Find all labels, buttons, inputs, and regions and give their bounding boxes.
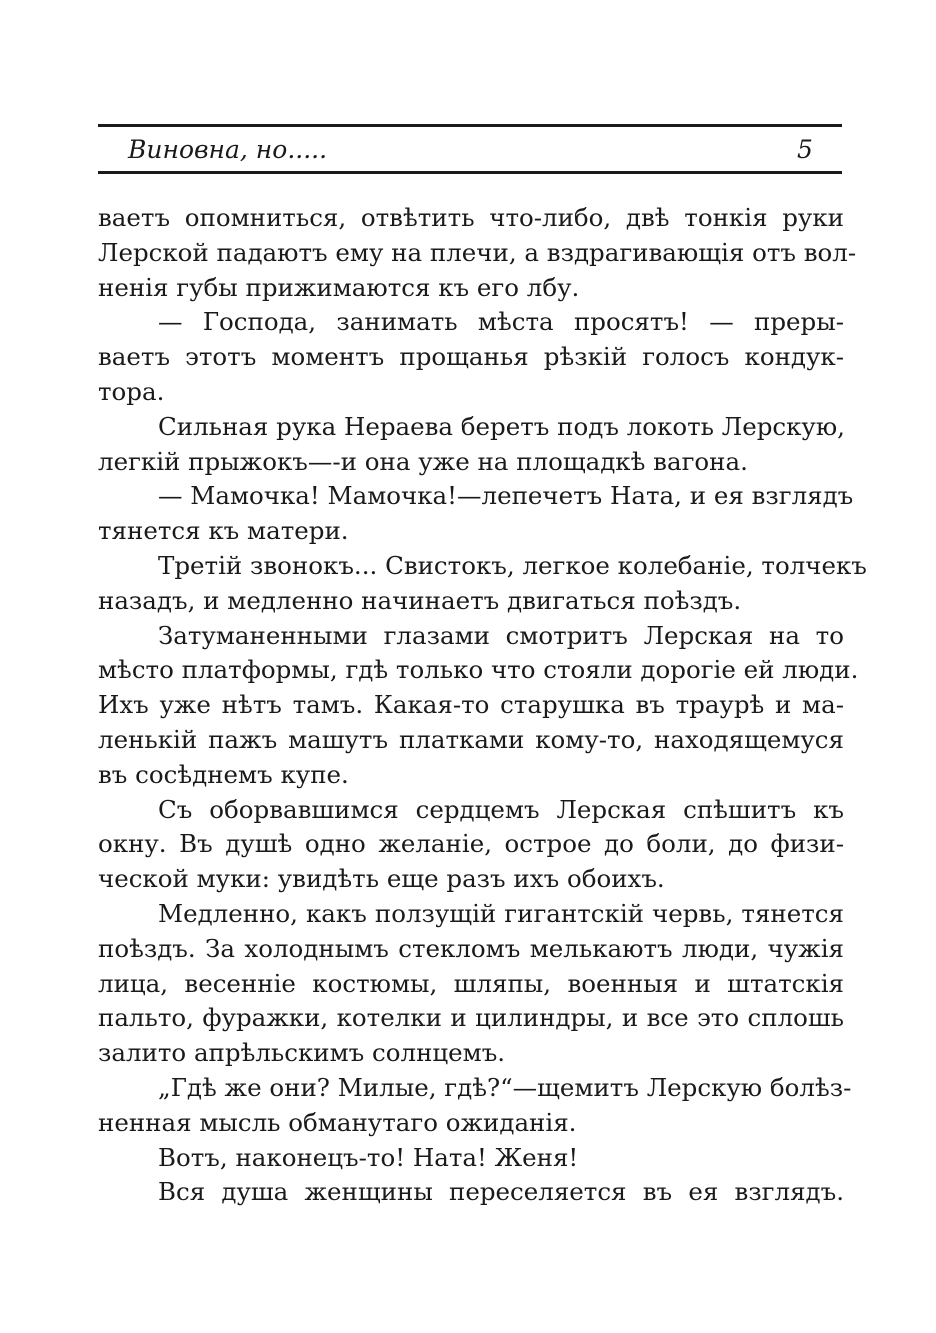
text-line: ленькій пажъ машутъ платками кому-то, находящемуся: [98, 724, 844, 754]
text-line: — Господа, занимать мѣста просятъ! — преры-: [158, 307, 844, 337]
text-line: — Мамочка! Мамочка!—лепечетъ Ната, и ея взглядъ: [158, 481, 854, 511]
text-line: Затуманенными глазами смотритъ Лерская на то: [158, 620, 844, 650]
text-line: ненія губы прижимаются къ его лбу.: [98, 272, 580, 302]
page-number: 5: [797, 135, 813, 164]
text-line: залито апрѣльскимъ солнцемъ.: [98, 1038, 506, 1068]
text-line: назадъ, и медленно начинаетъ двигаться поѣздъ.: [98, 585, 742, 615]
text-line: „Гдѣ же они? Милые, гдѣ?“—щемитъ Лерскую болѣз-: [158, 1072, 852, 1102]
text-line: Ихъ уже нѣтъ тамъ. Какая-то старушка въ траурѣ и ма-: [98, 690, 844, 720]
text-line: Лерской падаютъ ему на плечи, а вздрагивающія отъ вол-: [98, 237, 857, 267]
text-line: лица, весенніе костюмы, шляпы, военныя и штатскія: [98, 968, 844, 998]
text-line: ненная мысль обманутаго ожиданія.: [98, 1107, 577, 1137]
running-title: Виновна, но.....: [128, 135, 328, 164]
text-line: Сильная рука Нераева беретъ подъ локоть Лерскую,: [158, 411, 845, 441]
text-line: Вся душа женщины переселяется въ ея взглядъ.: [158, 1177, 844, 1207]
text-line: поѣздъ. За холоднымъ стекломъ мелькаютъ люди, чужія: [98, 933, 844, 963]
text-line: въ сосѣднемъ купе.: [98, 759, 349, 789]
text-line: Съ оборвавшимся сердцемъ Лерская спѣшитъ къ: [158, 794, 844, 824]
text-line: Третій звонокъ... Свистокъ, легкое колебаніе, толчекъ: [158, 550, 867, 580]
text-line: ваетъ опомниться, отвѣтить что-либо, двѣ тонкія руки: [98, 203, 844, 232]
text-line: пальто, фуражки, котелки и цилиндры, и все это сплошь: [98, 1003, 844, 1033]
text-line: мѣсто платформы, гдѣ только что стояли дорогіе ей люди.: [98, 655, 859, 685]
text-line: тянется къ матери.: [98, 516, 349, 546]
text-line: окну. Въ душѣ одно желаніе, острое до боли, до физи-: [98, 829, 844, 859]
text-line: ческой муки: увидѣть еще разъ ихъ обоихъ.: [98, 864, 665, 894]
body-text: [98, 201, 867, 1210]
text-line: ваетъ этотъ моментъ прощанья рѣзкій голосъ кондук-: [98, 342, 844, 372]
text-line: Медленно, какъ ползущій гигантскій червь, тянется: [158, 898, 844, 928]
header-bottom-rule: [98, 171, 842, 174]
header-top-rule: [98, 124, 842, 127]
text-line: легкій прыжокъ—-и она уже на площадкѣ вагона.: [98, 446, 748, 476]
text-line: Вотъ, наконецъ-то! Ната! Женя!: [158, 1142, 579, 1172]
text-line: тора.: [98, 376, 165, 406]
